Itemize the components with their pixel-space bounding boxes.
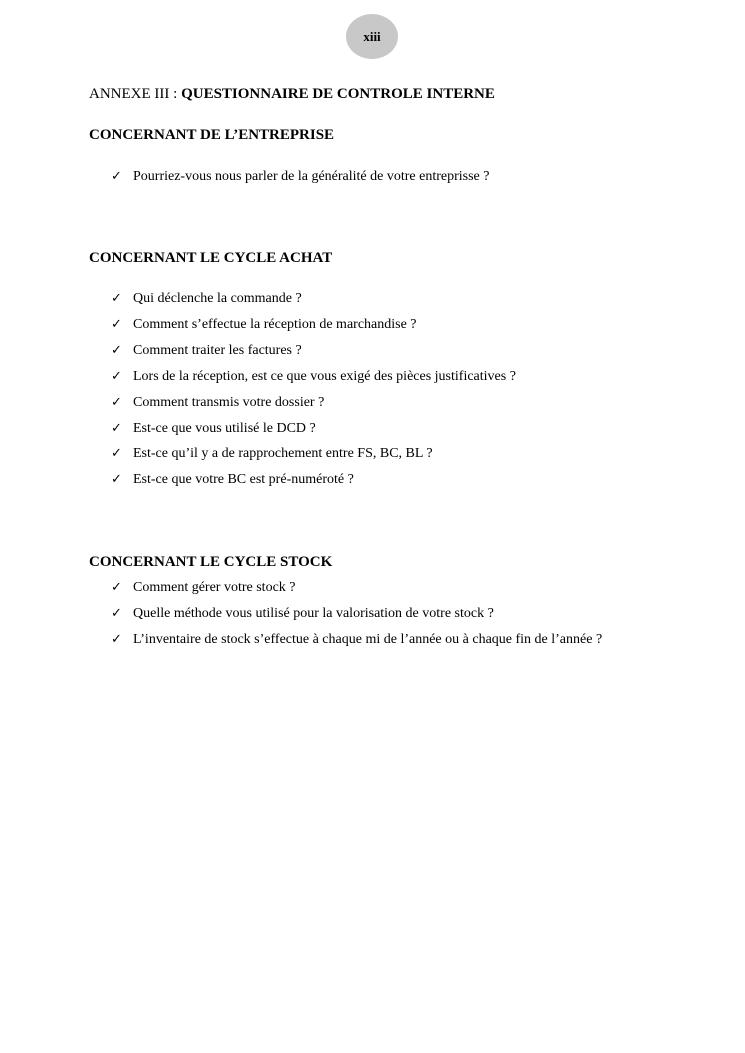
list-item: ✓ Est-ce que votre BC est pré-numéroté ? [111, 471, 354, 487]
checkmark-icon: ✓ [111, 316, 122, 331]
list-item: ✓ Comment traiter les factures ? [111, 342, 302, 358]
checkmark-icon: ✓ [111, 368, 122, 383]
page-number: xiii [363, 28, 381, 44]
list-item: ✓ Lors de la réception, est ce que vous exigé des pièces justificatives ? [111, 368, 516, 384]
section-heading-cycle-achat: CONCERNANT LE CYCLE ACHAT [89, 250, 333, 266]
list-item: ✓ Quelle méthode vous utilisé pour la valorisation de votre stock ? [111, 605, 494, 621]
checkmark-icon: ✓ [111, 579, 122, 594]
checkmark-icon: ✓ [111, 445, 122, 460]
list-item: ✓ Comment gérer votre stock ? [111, 579, 296, 595]
list-item: ✓ L’inventaire de stock s’effectue à chaque mi de l’année ou à chaque fin de l’année ? [111, 631, 603, 647]
title-main: QUESTIONNAIRE DE CONTROLE INTERNE [181, 86, 495, 102]
checkmark-icon: ✓ [111, 290, 122, 305]
list-item: ✓ Comment s’effectue la réception de marchandise ? [111, 316, 417, 332]
checkmark-icon: ✓ [111, 605, 122, 620]
title-prefix: ANNEXE III : [89, 86, 182, 102]
list-item: ✓ Est-ce qu’il y a de rapprochement entre FS, BC, BL ? [111, 445, 433, 461]
checkmark-icon: ✓ [111, 394, 122, 409]
section-heading-entreprise: CONCERNANT DE L’ENTREPRISE [89, 127, 335, 143]
page-number-badge [346, 14, 398, 59]
page-title [89, 85, 495, 103]
checkmark-icon: ✓ [111, 342, 122, 357]
list-item: ✓ Comment transmis votre dossier ? [111, 394, 325, 410]
checkmark-icon: ✓ [111, 471, 122, 486]
checkmark-icon: ✓ [111, 631, 122, 646]
list-item: ✓ Pourriez-vous nous parler de la généralité de votre entreprisse ? [111, 168, 490, 184]
checkmark-icon: ✓ [111, 168, 122, 183]
checkmark-icon: ✓ [111, 420, 122, 435]
list-item: ✓ Qui déclenche la commande ? [111, 290, 302, 306]
list-item: ✓ Est-ce que vous utilisé le DCD ? [111, 420, 316, 436]
section-heading-cycle-stock: CONCERNANT LE CYCLE STOCK [89, 554, 333, 570]
